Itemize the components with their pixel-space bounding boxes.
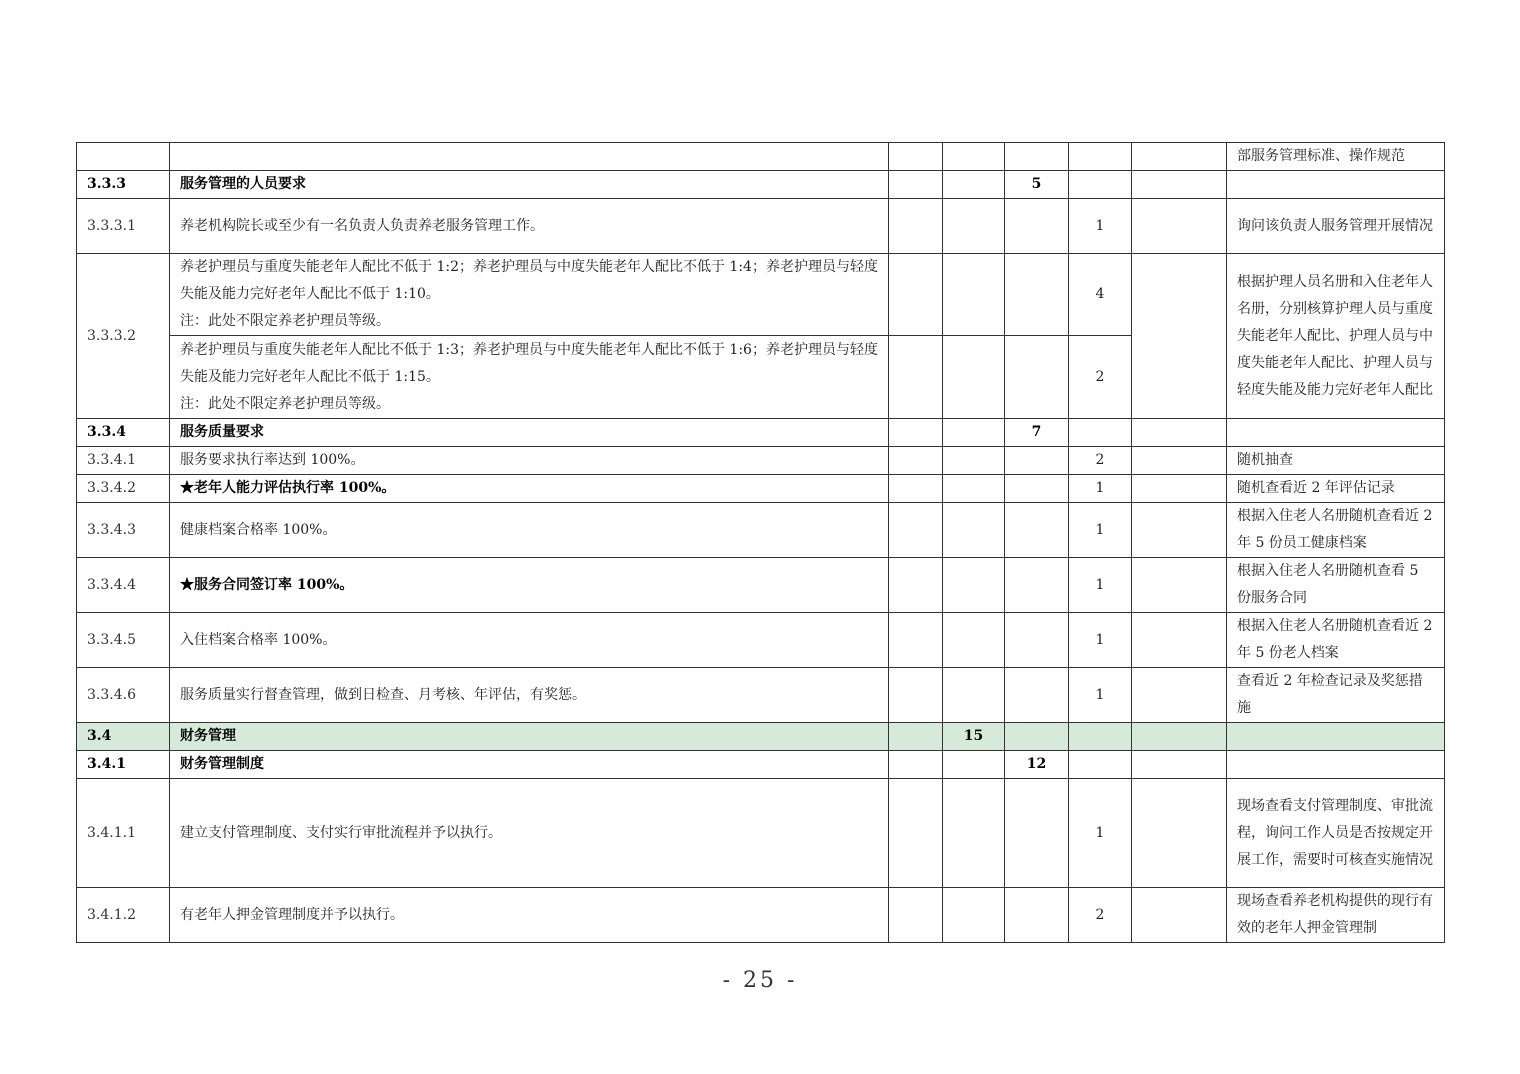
- row-item: 建立支付管理制度、支付实行审批流程并予以执行。: [170, 779, 889, 888]
- row-col5: [1005, 779, 1069, 888]
- row-col4: [943, 447, 1005, 475]
- row-col6: [1069, 723, 1132, 751]
- table-row: [77, 503, 1445, 558]
- row-item: ★服务合同签订率 100%。: [170, 558, 889, 613]
- row-col6: 1: [1069, 199, 1132, 254]
- row-code: 3.4.1: [77, 751, 170, 779]
- row-col7: [1132, 558, 1227, 613]
- row-col3: [889, 779, 943, 888]
- row-code: 3.3.4.6: [77, 668, 170, 723]
- row-item: ★老年人能力评估执行率 100%。: [170, 475, 889, 503]
- row-col5: [1005, 503, 1069, 558]
- row-col4: [943, 171, 1005, 199]
- row-code: 3.3.4.4: [77, 558, 170, 613]
- row-col5: [1005, 888, 1069, 943]
- row-col3: [889, 751, 943, 779]
- row-code: 3.3.4.1: [77, 447, 170, 475]
- row-col6: 1: [1069, 668, 1132, 723]
- table-row: [77, 447, 1445, 475]
- table-row: [77, 751, 1445, 779]
- row-col6: 1: [1069, 475, 1132, 503]
- row-code: 3.3.4: [77, 419, 170, 447]
- row-note: [1227, 171, 1445, 199]
- row-note: 现场查看养老机构提供的现行有效的老年人押金管理制: [1227, 888, 1445, 943]
- row-note: 根据入住老人名册随机查看近 2 年 5 份老人档案: [1227, 613, 1445, 668]
- row-col6: 2: [1069, 447, 1132, 475]
- row-item: [170, 254, 889, 336]
- row-note: [1227, 751, 1445, 779]
- row-col7: [1132, 779, 1227, 888]
- row-col3: [889, 888, 943, 943]
- row-item: 服务质量实行督查管理，做到日检查、月考核、年评估，有奖惩。: [170, 668, 889, 723]
- row-col7: [1132, 751, 1227, 779]
- row-item: 服务要求执行率达到 100%。: [170, 447, 889, 475]
- row-item: 健康档案合格率 100%。: [170, 503, 889, 558]
- row-item: 有老年人押金管理制度并予以执行。: [170, 888, 889, 943]
- row-item: [170, 143, 889, 171]
- row-note: 随机抽查: [1227, 447, 1445, 475]
- table-row: [77, 723, 1445, 751]
- assessment-table: [76, 142, 1445, 943]
- row-col7: [1132, 888, 1227, 943]
- table-row: [77, 171, 1445, 199]
- row-col7: [1132, 254, 1227, 419]
- row-col4: [943, 751, 1005, 779]
- row-note: 根据护理人员名册和入住老年人名册，分别核算护理人员与重度失能老年人配比、护理人员与中度失能老年人配比、护理人员与轻度失能及能力完好老年人配比: [1227, 254, 1445, 419]
- row-col7: [1132, 503, 1227, 558]
- row-col4: 15: [943, 723, 1005, 751]
- row-col4: [943, 668, 1005, 723]
- row-note: 查看近 2 年检查记录及奖惩措施: [1227, 668, 1445, 723]
- table-row: [77, 475, 1445, 503]
- row-code: 3.3.4.2: [77, 475, 170, 503]
- row-col5: [1005, 613, 1069, 668]
- row-item-text: 养老护理员与重度失能老年人配比不低于 1:2；养老护理员与中度失能老年人配比不低于 1:4；养老护理员与轻度失能及能力完好老年人配比不低于 1:10。: [180, 259, 878, 302]
- row-col3: [889, 336, 943, 419]
- row-col4: [943, 143, 1005, 171]
- table-row: [77, 199, 1445, 254]
- row-col3: [889, 143, 943, 171]
- row-col5: [1005, 143, 1069, 171]
- row-col6: [1069, 751, 1132, 779]
- row-col7: [1132, 668, 1227, 723]
- table-row: [77, 254, 1445, 336]
- row-note: 询问该负责人服务管理开展情况: [1227, 199, 1445, 254]
- row-col6: [1069, 419, 1132, 447]
- row-col4: [943, 254, 1005, 336]
- row-col3: [889, 475, 943, 503]
- row-col5: [1005, 723, 1069, 751]
- row-col7: [1132, 447, 1227, 475]
- row-col4: [943, 419, 1005, 447]
- row-col5: [1005, 254, 1069, 336]
- row-col4: [943, 336, 1005, 419]
- row-col6: [1069, 171, 1132, 199]
- row-code: [77, 143, 170, 171]
- row-item: 养老机构院长或至少有一名负责人负责养老服务管理工作。: [170, 199, 889, 254]
- row-col7: [1132, 143, 1227, 171]
- row-code: 3.3.3: [77, 171, 170, 199]
- row-col5: 7: [1005, 419, 1069, 447]
- row-col5: [1005, 447, 1069, 475]
- row-col5: 5: [1005, 171, 1069, 199]
- row-col7: [1132, 475, 1227, 503]
- row-col6: 1: [1069, 503, 1132, 558]
- row-col3: [889, 199, 943, 254]
- row-col7: [1132, 199, 1227, 254]
- row-item: 服务质量要求: [170, 419, 889, 447]
- row-col6: 2: [1069, 888, 1132, 943]
- row-col4: [943, 558, 1005, 613]
- row-col3: [889, 613, 943, 668]
- row-col4: [943, 503, 1005, 558]
- row-item: 服务管理的人员要求: [170, 171, 889, 199]
- row-col4: [943, 613, 1005, 668]
- row-note: 现场查看支付管理制度、审批流程，询问工作人员是否按规定开展工作，需要时可核查实施情况: [1227, 779, 1445, 888]
- table-row: [77, 888, 1445, 943]
- row-note: 随机查看近 2 年评估记录: [1227, 475, 1445, 503]
- row-note: 部服务管理标准、操作规范: [1227, 143, 1445, 171]
- row-col7: [1132, 723, 1227, 751]
- row-code: 3.3.4.3: [77, 503, 170, 558]
- row-col7: [1132, 613, 1227, 668]
- row-col5: [1005, 475, 1069, 503]
- row-col5: [1005, 668, 1069, 723]
- table-row: [77, 419, 1445, 447]
- row-col3: [889, 171, 943, 199]
- row-col3: [889, 419, 943, 447]
- row-item: [170, 336, 889, 419]
- row-item: 财务管理制度: [170, 751, 889, 779]
- row-col6: [1069, 143, 1132, 171]
- row-item-note: 注：此处不限定养老护理员等级。: [180, 395, 390, 412]
- row-col7: [1132, 171, 1227, 199]
- row-code: 3.4.1.2: [77, 888, 170, 943]
- row-item: 入住档案合格率 100%。: [170, 613, 889, 668]
- table-row: [77, 668, 1445, 723]
- row-code: 3.4: [77, 723, 170, 751]
- row-col3: [889, 558, 943, 613]
- row-col4: [943, 475, 1005, 503]
- row-code: 3.3.4.5: [77, 613, 170, 668]
- row-col4: [943, 199, 1005, 254]
- row-note: 根据入住老人名册随机查看近 2 年 5 份员工健康档案: [1227, 503, 1445, 558]
- row-col3: [889, 723, 943, 751]
- row-col3: [889, 447, 943, 475]
- row-item-text: 养老护理员与重度失能老年人配比不低于 1:3；养老护理员与中度失能老年人配比不低于 1:6；养老护理员与轻度失能及能力完好老年人配比不低于 1:15。: [180, 341, 878, 385]
- row-col6: 4: [1069, 254, 1132, 336]
- row-col7: [1132, 419, 1227, 447]
- row-col4: [943, 888, 1005, 943]
- row-code: 3.3.3.1: [77, 199, 170, 254]
- row-code: 3.3.3.2: [77, 254, 170, 419]
- page-number: - 25 -: [722, 968, 798, 993]
- row-col3: [889, 668, 943, 723]
- row-item: 财务管理: [170, 723, 889, 751]
- row-note: [1227, 723, 1445, 751]
- row-col6: 1: [1069, 613, 1132, 668]
- row-col3: [889, 254, 943, 336]
- row-col3: [889, 503, 943, 558]
- table-row: [77, 143, 1445, 171]
- table-row: [77, 779, 1445, 888]
- row-col5: [1005, 199, 1069, 254]
- row-col5: [1005, 336, 1069, 419]
- table-row: [77, 613, 1445, 668]
- row-code: 3.4.1.1: [77, 779, 170, 888]
- row-note: 根据入住老人名册随机查看 5 份服务合同: [1227, 558, 1445, 613]
- row-item-note: 注：此处不限定养老护理员等级。: [180, 313, 390, 329]
- table-row: [77, 558, 1445, 613]
- row-col6: 1: [1069, 558, 1132, 613]
- row-note: [1227, 419, 1445, 447]
- row-col6: 2: [1069, 336, 1132, 419]
- row-col5: 12: [1005, 751, 1069, 779]
- row-col4: [943, 779, 1005, 888]
- row-col5: [1005, 558, 1069, 613]
- row-col6: 1: [1069, 779, 1132, 888]
